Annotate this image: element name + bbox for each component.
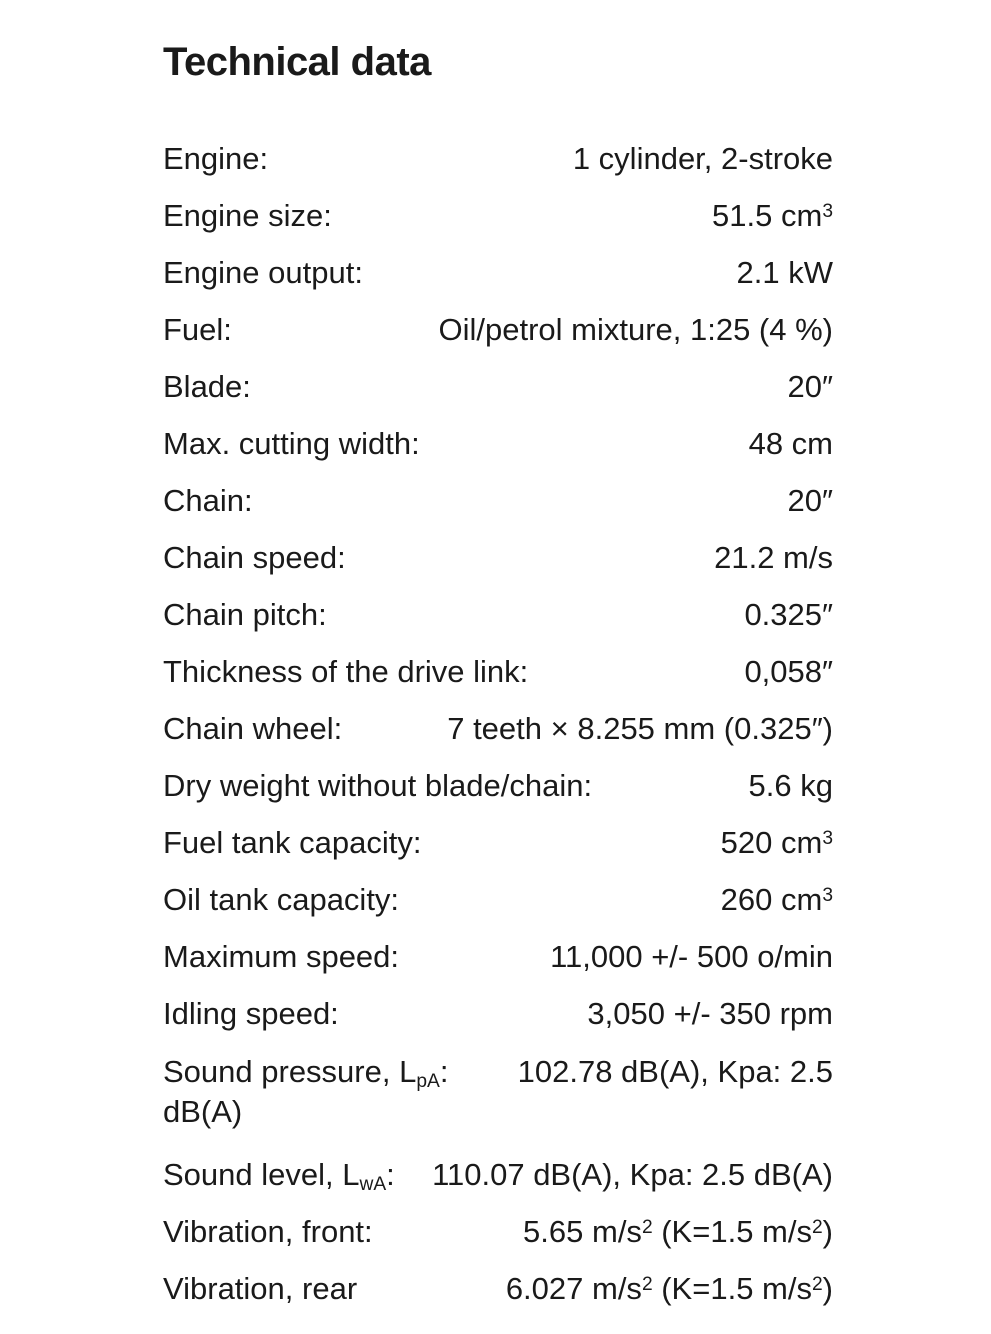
spec-row bbox=[163, 529, 833, 586]
spec-value: 21.2 m/s bbox=[714, 540, 833, 575]
spec-label: Fuel tank capacity: bbox=[163, 825, 422, 860]
spec-row bbox=[163, 757, 833, 814]
spec-row bbox=[163, 643, 833, 700]
spec-value: 20″ bbox=[787, 483, 833, 518]
spec-value: 7 teeth × 8.255 mm (0.325″) bbox=[447, 711, 833, 746]
spec-value: 2.1 kW bbox=[736, 255, 833, 290]
spec-label: Engine output: bbox=[163, 255, 363, 290]
spec-value: 3,050 +/- 350 rpm bbox=[587, 996, 833, 1031]
spec-value: 6.027 $m/s^2$ (K=1.5 $m/s^2$) bbox=[505, 1271, 833, 1306]
spec-label: Fuel: bbox=[163, 312, 232, 347]
spec-label: Chain wheel: bbox=[163, 711, 343, 746]
spec-value: 48 cm bbox=[748, 426, 833, 461]
spec-value: 5.6 kg bbox=[748, 768, 833, 803]
spec-value: 260 $cm^3$ bbox=[720, 882, 833, 917]
spec-label: Idling speed: bbox=[163, 996, 339, 1031]
spec-row bbox=[163, 415, 833, 472]
spec-value: 20″ bbox=[787, 369, 833, 404]
spec-label: Max. cutting width: bbox=[163, 426, 420, 461]
spec-row bbox=[163, 814, 833, 871]
spec-value: 520 $cm^3$ bbox=[720, 825, 833, 860]
spec-label: Chain: bbox=[163, 483, 253, 518]
spec-value: 11,000 +/- 500 o/min bbox=[550, 939, 833, 974]
page-title: Technical data bbox=[163, 40, 431, 84]
spec-value: 102.78 dB(A), Kpa: 2.5 bbox=[517, 1054, 833, 1089]
spec-row-sound-pressure bbox=[163, 1042, 833, 1146]
spec-label: Sound level, $L_{wA}$: bbox=[163, 1157, 395, 1195]
spec-label: Chain pitch: bbox=[163, 597, 327, 632]
spec-label: Vibration, rear bbox=[163, 1271, 358, 1306]
spec-row bbox=[163, 472, 833, 529]
spec-label: Sound pressure, $L_{pA}$: bbox=[163, 1054, 449, 1092]
spec-row bbox=[163, 586, 833, 643]
spec-row bbox=[163, 187, 833, 244]
spec-row bbox=[163, 358, 833, 415]
spec-row bbox=[163, 244, 833, 301]
spec-label: Dry weight without blade/chain: bbox=[163, 768, 593, 803]
spec-row bbox=[163, 928, 833, 985]
spec-label: Vibration, front: bbox=[163, 1214, 373, 1249]
spec-value: 0.325″ bbox=[744, 597, 833, 632]
spec-label: Maximum speed: bbox=[163, 939, 400, 974]
spec-value: 1 cylinder, 2-stroke bbox=[572, 141, 833, 176]
spec-row-sound-level bbox=[163, 1146, 833, 1203]
spec-value: 0,058″ bbox=[744, 654, 833, 689]
spec-row bbox=[163, 301, 833, 358]
spec-row-vibration-front bbox=[163, 1203, 833, 1260]
spec-row-vibration-rear bbox=[163, 1260, 833, 1317]
spec-label: Oil tank capacity: bbox=[163, 882, 400, 917]
spec-value-continued: dB(A) bbox=[163, 1094, 243, 1129]
spec-row bbox=[163, 130, 833, 187]
spec-label: Blade: bbox=[163, 369, 251, 404]
spec-label: Engine: bbox=[163, 141, 269, 176]
spec-row bbox=[163, 700, 833, 757]
spec-value: 5.65 $m/s^2$ (K=1.5 $m/s^2$) bbox=[523, 1214, 833, 1249]
technical-data-page bbox=[163, 36, 833, 1317]
spec-row bbox=[163, 871, 833, 928]
spec-value: Oil/petrol mixture, 1:25 (4 %) bbox=[438, 312, 833, 347]
spec-list bbox=[163, 130, 833, 1042]
spec-row bbox=[163, 985, 833, 1042]
spec-label: Engine size: bbox=[163, 198, 332, 233]
spec-value: 51.5 $cm^3$ bbox=[712, 198, 833, 233]
spec-value: 110.07 dB(A), Kpa: 2.5 dB(A) bbox=[432, 1157, 833, 1192]
spec-label: Chain speed: bbox=[163, 540, 346, 575]
spec-label: Thickness of the drive link: bbox=[163, 654, 529, 689]
